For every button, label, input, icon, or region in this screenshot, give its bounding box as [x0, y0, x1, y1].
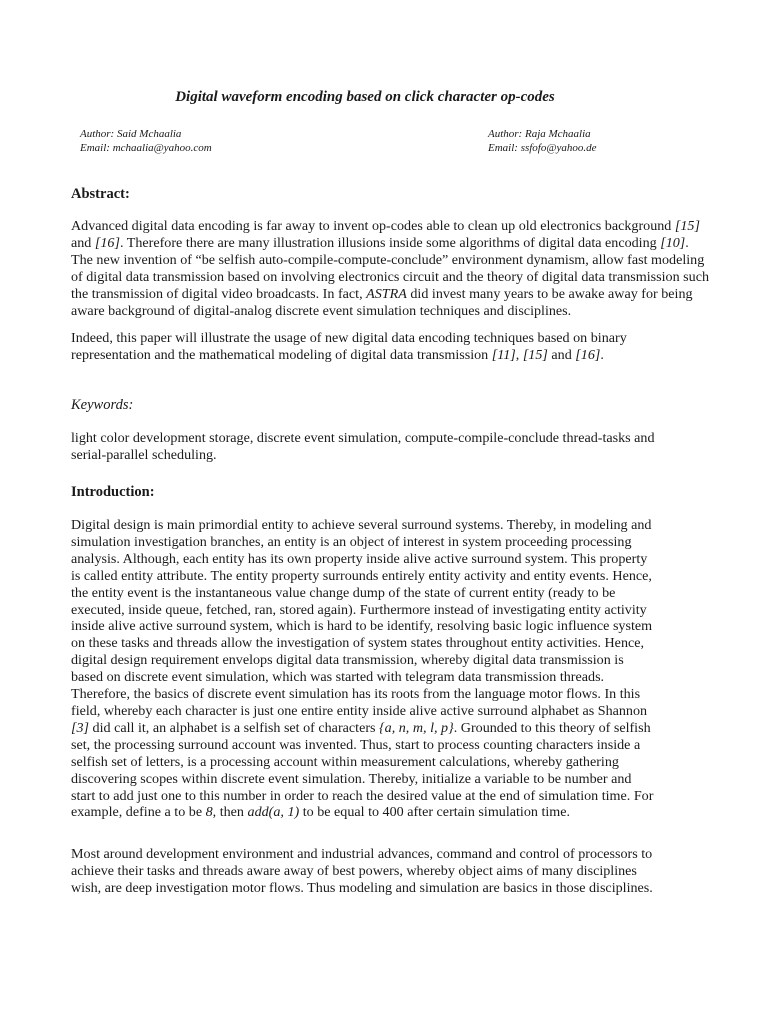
author-name: Author: Raja Mchaalia: [488, 128, 591, 140]
keywords-text: [71, 430, 699, 464]
text-line: light color development storage, discrete event simulation, compute-compile-conclude thread-tasks and: [71, 430, 655, 446]
text-line: Therefore, the basics of discrete event simulation has its roots from the language motor flows. In this: [71, 686, 641, 703]
text-line: representation and the mathematical modeling of digital data transmission [11], [15] and [16].: [71, 346, 604, 363]
italic-text: ASTRA: [366, 285, 407, 302]
italic-text: [16]: [94, 234, 120, 251]
text-line: wish, are deep investigation motor flows. Thus modeling and simulation are basics in those disciplines.: [71, 879, 653, 896]
italic-text: {a, n, m, l, p}: [379, 719, 454, 736]
author-email: Email: mchaalia@yahoo.com: [80, 142, 212, 154]
italic-text: [15]: [522, 346, 548, 363]
paragraph: [71, 846, 699, 897]
text-line: The new invention of “be selfish auto-compile-compute-conclude” environment dynamism, allow fast modeling: [71, 251, 705, 268]
text-line: and [16]. Therefore there are many illustration illusions inside some algorithms of digital data encoding [10].: [71, 234, 689, 251]
italic-text: [3]: [71, 719, 90, 736]
text-line: inside alive active surround system, which is hard to be identify, resolving basic logic influence system: [71, 618, 653, 635]
introduction-heading: Introduction:: [71, 484, 155, 500]
introduction-paragraph-1: [71, 517, 699, 821]
text-line: on these tasks and threads allow the investigation of system states throughout entity activities. Hence,: [71, 635, 645, 652]
italic-text: [10]: [660, 234, 686, 251]
author-email: Email: ssfofo@yahoo.de: [488, 142, 597, 154]
paper-title: Digital waveform encoding based on click character op-codes: [175, 89, 555, 105]
italic-text: 8: [205, 804, 213, 821]
text-line: Advanced digital data encoding is far away to invent op-codes able to clean up old electronics background [15]: [71, 218, 700, 234]
text-line: analysis. Although, each entity has its own property inside alive active surround system. This property: [71, 550, 648, 567]
author-block-2: [488, 127, 597, 155]
text-line: start to add just one to this number in order to reach the desired value at the end of simulation time. For: [71, 787, 654, 804]
paragraph: [71, 430, 699, 464]
text-line: [3] did call it, an alphabet is a selfish set of characters {a, n, m, l, p}. Grounded to this theory of selfish: [71, 719, 651, 736]
text-line: is called entity attribute. The entity property surrounds entirely entity activity and entity events. Hence,: [71, 567, 652, 584]
text-line: simulation investigation branches, an entity is an object of interest in system proceeding processing: [71, 533, 632, 550]
italic-text: [11]: [491, 346, 516, 363]
text-line: set, the processing surround account was invented. Thus, start to process counting characters inside a: [71, 736, 641, 753]
text-line: the entity event is the instantaneous value change dump of the state of current entity (ready to be: [71, 584, 616, 601]
text-line: based on discrete event simulation, which was started with telegram data transmission threads.: [71, 669, 605, 686]
text-line: achieve their tasks and threads aware away of best powers, whereby object aims of many disciplines: [71, 862, 637, 879]
keywords-heading: Keywords:: [71, 397, 134, 413]
italic-text: add(a, 1): [247, 804, 300, 821]
text-line: the transmission of digital video broadcasts. In fact, ASTRA did invest many years to be awake away for being: [71, 285, 693, 302]
author-name: Author: Said Mchaalia: [80, 128, 182, 140]
text-line: Digital design is main primordial entity to achieve several surround systems. Thereby, in modeling and: [71, 517, 652, 533]
introduction-paragraph-2: [71, 846, 699, 897]
text-line: of digital data transmission based on involving electronics circuit and the theory of digital data transmission such: [71, 268, 709, 285]
text-line: Indeed, this paper will illustrate the usage of new digital data encoding techniques based on binary: [71, 330, 627, 346]
abstract-paragraph-1: [71, 218, 709, 319]
author-block-1: [80, 127, 212, 155]
abstract-heading: Abstract:: [71, 186, 130, 202]
paragraph: [71, 218, 709, 319]
italic-text: [16]: [575, 346, 601, 363]
text-line: example, define a to be 8, then add(a, 1) to be equal to 400 after certain simulation time.: [71, 804, 571, 821]
italic-text: [15]: [674, 218, 700, 234]
text-line: aware background of digital-analog discrete event simulation techniques and disciplines.: [71, 302, 572, 319]
paragraph: [71, 330, 699, 364]
text-line: digital design requirement envelops digital data transmission, whereby digital data transmission is: [71, 652, 624, 669]
text-line: selfish set of letters, is a processing account within measurement calculations, whereby gathering: [71, 753, 619, 770]
text-line: Most around development environment and industrial advances, command and control of processors to: [71, 846, 653, 862]
paragraph: [71, 517, 699, 821]
text-line: field, whereby each character is just one entire entity inside alive active surround alphabet as Shannon: [71, 702, 648, 719]
text-line: serial-parallel scheduling.: [71, 446, 217, 463]
text-line: discovering scopes within discrete event simulation. Thereby, initialize a variable to be number and: [71, 770, 632, 787]
abstract-paragraph-2: [71, 330, 699, 364]
text-line: executed, inside queue, fetched, ran, stored again). Furthermore instead of investigating entity activity: [71, 601, 647, 618]
